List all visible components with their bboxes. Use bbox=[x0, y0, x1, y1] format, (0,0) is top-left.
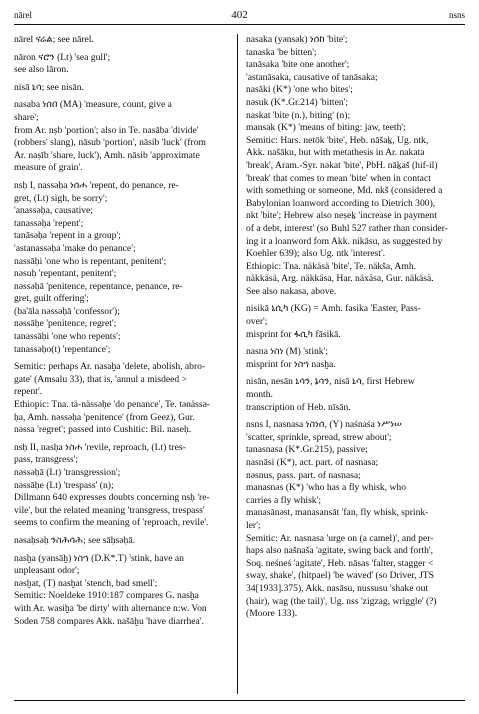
entry-line: nasāki (K*) 'one who bites'; bbox=[246, 84, 353, 96]
entry-line: nəssəḥā (Lt) 'transgression'; bbox=[14, 467, 121, 478]
entry-line: nisān, nesān ኒሳን, ኔሳን, nisā ኒሳ, first Hebrew bbox=[246, 376, 415, 388]
dictionary-entry bbox=[14, 442, 236, 530]
entry-line: gate' (Amsalu 33), that is, 'annul a misdeed > bbox=[14, 373, 187, 385]
page-number: 402 bbox=[231, 9, 248, 21]
entry-line: nəssəḥā 'penitence, repentance, penance, re- bbox=[14, 280, 183, 292]
entry-line: nsns I, nasnasa ነስነሰ, (Y) naśnaśa ነሥነሠ bbox=[246, 419, 402, 431]
entry-line: nisā ኒሳ; see nisān. bbox=[14, 81, 84, 93]
dictionary-entry bbox=[14, 52, 236, 77]
entry-line: Ar. naṣīb 'share, luck'), Amh. nāsib 'approximate bbox=[14, 149, 200, 161]
entry-line: unpleasant odor'; bbox=[14, 565, 80, 577]
entry-line: carries a fly whisk'; bbox=[246, 494, 321, 506]
entry-line: repent'. bbox=[14, 386, 43, 398]
entry-line: with something or someone, Md. nkš (considered a bbox=[246, 185, 443, 197]
entry-line: mansak (K*) 'means of biting: jaw, teeth'; bbox=[246, 122, 406, 134]
entry-line: Ethiopic: Tna. näkäsä 'bite', Te. näkša, Amh. bbox=[246, 260, 417, 272]
dictionary-entry bbox=[14, 180, 236, 356]
entry-line: nasaba ነሰበ (MA) 'measure, count, give a bbox=[14, 99, 172, 111]
entry-line: nəssa 'regret'; passed into Cushitic: Bil. naseḥ. bbox=[14, 424, 192, 436]
entry-line: share'; bbox=[14, 111, 39, 123]
entry-line: See also nakasa, above. bbox=[246, 285, 337, 297]
entry-line: Soden 758 compares Akk. našāḫu 'have diarrhea'. bbox=[14, 615, 204, 627]
entry-line: 34[1933].375), Akk. nasāsu, nussusu 'shake out bbox=[246, 582, 429, 594]
entry-line: nəssāḥe (Lt) 'trespass' (n); bbox=[14, 479, 114, 491]
entry-line: with Ar. wasiḫa 'be dirty' with alternance n:w. Von bbox=[14, 602, 207, 614]
entry-line: misprint for ነስኀ nasḫa. bbox=[246, 358, 336, 370]
entry-line: tanaska 'be bitten'; bbox=[246, 46, 317, 58]
entry-line: Soq. neśneś 'agitate', Heb. nāsas 'falter, stagger < bbox=[246, 557, 434, 569]
entry-line: tanāsaka 'bite one another'; bbox=[246, 59, 350, 71]
entry-line: of a debt, interest' (so Buhl 527 rather than consider- bbox=[246, 222, 448, 234]
entry-line: 'break' that comes to mean 'bite' when in contact bbox=[246, 172, 431, 184]
entry-line: nkt 'bite'; Hebrew also neṣeḵ 'increase in payment bbox=[246, 210, 437, 222]
left-column bbox=[14, 34, 236, 694]
header-first-word: nārel bbox=[14, 10, 32, 20]
entry-line: 'astanāsaka, causative of tanāsaka; bbox=[246, 71, 378, 83]
entry-line: nəsuḥ 'repentant, penitent'; bbox=[14, 268, 117, 280]
entry-line: nəsaḥsəḥ ንስሕሳሕ; see sāḥsəḥā. bbox=[14, 534, 135, 546]
running-header bbox=[14, 8, 465, 22]
entry-line: measure of grain'. bbox=[14, 162, 83, 174]
entry-line: näkkäsä, Arg. näkkäsa, Har. näxäsa, Gur. näkäsä. bbox=[246, 273, 434, 285]
dictionary-entry bbox=[246, 303, 468, 341]
entry-line: nəsnus, pass. part. of nasnasa; bbox=[246, 469, 361, 481]
entry-line: seems to confirm the meaning of 'reproach, revile'. bbox=[14, 517, 209, 529]
entry-line: ḥa, Amh. nəssəḥa 'penitence' (from Geez), Gur. bbox=[14, 411, 195, 423]
entry-line: nəssāḥe 'penitence, regret'; bbox=[14, 318, 117, 330]
entry-line: manasnəs (K*) 'who has a fly whisk, who bbox=[246, 482, 406, 494]
entry-line: Babylonian loanword according to Dietrich 300), bbox=[246, 197, 436, 209]
dictionary-entry bbox=[14, 82, 236, 95]
footer-rule bbox=[14, 700, 465, 701]
entry-line: nsḥ I, nassəḥa ነሰሐ 'repent, do penance, re- bbox=[14, 179, 179, 191]
entry-line: pass, transgress'; bbox=[14, 454, 79, 466]
entry-line: nasna ነስነ (M) 'stink'; bbox=[246, 346, 328, 358]
entry-line: nasaka (yənsək) ነሰከ 'bite'; bbox=[246, 34, 348, 45]
entry-line: tanassəḥa 'repent'; bbox=[14, 217, 84, 229]
entry-line: Semitic: perhaps Ar. nasaḫa 'delete, abolish, abro- bbox=[14, 361, 206, 373]
entry-line: over'; bbox=[246, 316, 268, 328]
entry-line: nasḫa (yənsāḫ) ነስኀ (D.K*.T) 'stink, have an bbox=[14, 552, 184, 564]
entry-line: gret, (Lt) sigh, be sorry'; bbox=[14, 192, 108, 204]
entry-line: Semitic: Ar. nasnasa 'urge on (a camel)', and per- bbox=[246, 532, 434, 544]
entry-line: nassāḥi 'one who is repentant, penitent'; bbox=[14, 255, 167, 267]
entry-line: nəsuk (K*.Gr.214) 'bitten'; bbox=[246, 96, 349, 108]
header-last-word: nsns bbox=[448, 10, 465, 20]
entry-line: Dillmann 640 expresses doubts concerning nsḥ 're- bbox=[14, 492, 210, 504]
header-rule bbox=[14, 24, 465, 25]
entry-line: tanassāḥi 'one who repents'; bbox=[14, 331, 121, 343]
column-divider bbox=[237, 34, 238, 694]
entry-line: see also lāron. bbox=[14, 64, 69, 76]
entry-line: from Ar. nṣb 'portion'; also in Te. nasāba 'divide' bbox=[14, 124, 199, 136]
entry-line: gret, guilt offering'; bbox=[14, 293, 89, 305]
entry-line: manasānəst, manasansāt 'fan, fly whisk, sprink- bbox=[246, 507, 429, 519]
dictionary-entry bbox=[14, 99, 236, 175]
entry-line: nasnāsi (K*), act. part. of nasnasa; bbox=[246, 457, 379, 468]
entry-line: Ethiopic: Tna. tä-nässəḥe 'do penance', Te. tənässə- bbox=[14, 399, 211, 411]
entry-line: (Moore 133). bbox=[246, 608, 298, 620]
entry-line: Koehler 639); also Ug. ntk 'interest'. bbox=[246, 248, 386, 260]
entry-line: nisikā ኒሲካ (KG) = Amh. fasika 'Easter, Pass- bbox=[246, 303, 421, 315]
dictionary-entry bbox=[246, 34, 468, 298]
dictionary-entry bbox=[246, 346, 468, 371]
entry-line: 'astanassəḥa 'make do penance'; bbox=[14, 242, 136, 254]
entry-line: 'scatter, sprinkle, spread, strew about'; bbox=[246, 431, 392, 443]
entry-line: tanasnasa (K*.Gr.215), passive; bbox=[246, 444, 368, 456]
entry-line: Akk. našāku, but with metathesis in Ar. nakata bbox=[246, 147, 425, 159]
entry-line: (robbers' slang), nāsub 'portion', nāsib 'luck' (from bbox=[14, 137, 206, 149]
dictionary-entry bbox=[246, 419, 468, 621]
entry-line: (hair), wag (the tail)', Ug. nss 'zigzag, wriggle' (?) bbox=[246, 595, 437, 607]
entry-line: transcription of Heb. nīsān. bbox=[246, 401, 351, 413]
entry-line: (ba'āla nəssəḥā 'confessor'); bbox=[14, 305, 120, 317]
entry-line: sway, shake', (hitpael) 'be waved' (so Driver, JTS bbox=[246, 570, 435, 582]
entry-line: Semitic: Noeldeke 1910:187 compares G. nasḫa bbox=[14, 590, 199, 602]
entry-line: nsḥ II, nasḥa ነስሐ 'revile, reproach, (Lt) tres- bbox=[14, 441, 186, 453]
entry-line: ler'; bbox=[246, 519, 261, 531]
dictionary-entry bbox=[14, 553, 236, 629]
dictionary-entry bbox=[14, 361, 236, 437]
dictionary-entry bbox=[14, 34, 236, 47]
entry-line: 'break', Aram.-Syr. nəkat 'bite', PbH. nāḵaš (hif-il) bbox=[246, 159, 438, 171]
entry-line: month. bbox=[246, 389, 273, 401]
right-column bbox=[246, 34, 468, 694]
entry-line: 'anassəḥa, causative; bbox=[14, 205, 93, 217]
entry-line: tanāsəḥa 'repent in a group'; bbox=[14, 230, 121, 242]
entry-line: tanassəḥo(t) 'repentance'; bbox=[14, 343, 111, 355]
entry-line: nāron ናሮን (Lt) 'sea gull'; bbox=[14, 51, 111, 63]
entry-line: nārel ናሬል; see nārel. bbox=[14, 34, 94, 45]
entry-line: naskat 'bite (n.), biting' (n); bbox=[246, 109, 351, 121]
entry-line: Semitic: Hars. netōk 'bite', Heb. nāšaḵ, Ug. ntk, bbox=[246, 134, 429, 146]
dictionary-entry bbox=[14, 535, 236, 548]
dictionary-entry bbox=[246, 376, 468, 414]
entry-line: vile', but the related meaning 'transgress, trespass' bbox=[14, 504, 205, 516]
entry-line: haps also našnaša 'agitate, swing back and forth', bbox=[246, 545, 434, 557]
entry-line: misprint for ፋሲካ fāsikā. bbox=[246, 328, 341, 340]
entry-line: nəsḫat, (T) nasḫat 'stench, bad smell'; bbox=[14, 577, 158, 589]
entry-line: ing it a loanword fom Akk. nikāsu, as suggested by bbox=[246, 235, 443, 247]
